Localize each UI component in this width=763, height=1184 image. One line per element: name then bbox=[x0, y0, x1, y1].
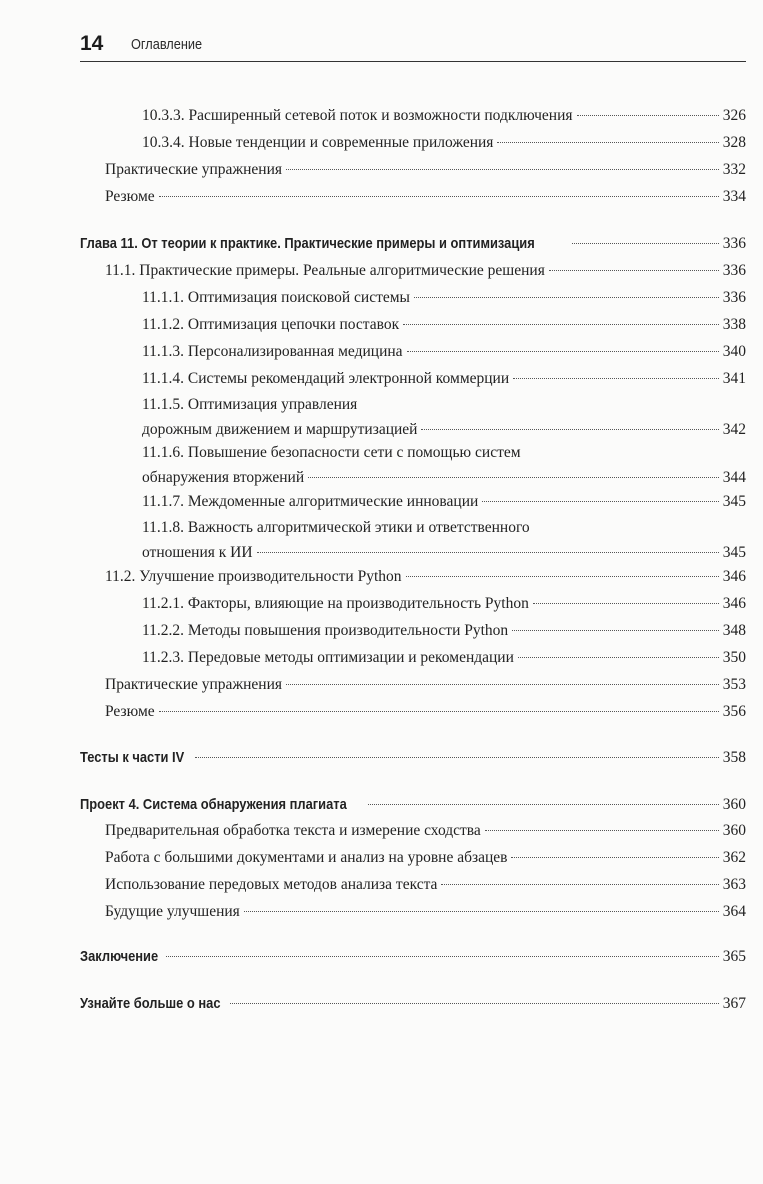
toc-page-number: 353 bbox=[722, 676, 746, 693]
toc-entry-title: обнаружения вторжений bbox=[142, 469, 305, 486]
toc-entry bbox=[105, 818, 746, 844]
dot-leader bbox=[421, 429, 718, 430]
toc-page-number: 340 bbox=[722, 343, 746, 360]
dot-leader bbox=[244, 911, 719, 912]
toc-entry bbox=[105, 672, 746, 698]
dot-leader bbox=[166, 956, 719, 957]
dot-leader bbox=[414, 297, 719, 298]
toc-entry-title: 11.1.3. Персонализированная медицина bbox=[142, 343, 403, 360]
toc-page-number: 336 bbox=[722, 262, 746, 279]
toc-entry-title: Заключение bbox=[80, 948, 159, 965]
toc-page-number: 364 bbox=[722, 903, 746, 920]
dot-leader bbox=[533, 603, 719, 604]
toc-entry-title: Тесты к части IV bbox=[80, 749, 185, 766]
toc-entry bbox=[105, 157, 746, 183]
toc-page-number: 350 bbox=[722, 649, 746, 666]
toc-entry bbox=[105, 845, 746, 871]
toc-entry-title: Глава 11. От теории к практике. Практические примеры и оптимизация bbox=[80, 235, 535, 252]
toc-entry-title: 10.3.3. Расширенный сетевой поток и возможности подключения bbox=[142, 107, 573, 124]
toc-entry-title-first-line: 11.1.8. Важность алгоритмической этики и ответственного bbox=[142, 519, 530, 536]
toc-page-number: 346 bbox=[722, 568, 746, 585]
dot-leader bbox=[159, 196, 719, 197]
toc-chapter-entry bbox=[80, 792, 746, 818]
toc-chapter-entry bbox=[80, 231, 746, 257]
dot-leader bbox=[407, 351, 719, 352]
dot-leader bbox=[511, 857, 718, 858]
toc-page-number: 328 bbox=[722, 134, 746, 151]
toc-entry-title: 10.3.4. Новые тенденции и современные приложения bbox=[142, 134, 494, 151]
toc-entry-title-first-line: 11.1.5. Оптимизация управления bbox=[142, 396, 358, 413]
toc-entry bbox=[142, 393, 746, 443]
toc-entry-title: Предварительная обработка текста и измерение сходства bbox=[105, 822, 481, 839]
toc-entry-title: Использование передовых методов анализа текста bbox=[105, 876, 438, 893]
dot-leader bbox=[577, 115, 719, 116]
toc-entry-title: Резюме bbox=[105, 188, 155, 205]
toc-entry bbox=[142, 441, 746, 491]
dot-leader bbox=[497, 142, 718, 143]
dot-leader bbox=[368, 804, 719, 805]
dot-leader bbox=[518, 657, 719, 658]
toc-entry bbox=[105, 184, 746, 210]
toc-page-number: 332 bbox=[722, 161, 746, 178]
dot-leader bbox=[159, 711, 719, 712]
toc-entry-title: 11.2. Улучшение производительности Python bbox=[105, 568, 402, 585]
toc-entry bbox=[142, 103, 746, 129]
toc-page-number: 345 bbox=[722, 493, 746, 510]
toc-page-number: 336 bbox=[722, 289, 746, 306]
toc-chapter-entry bbox=[80, 991, 746, 1017]
toc-entry-title: 11.1.2. Оптимизация цепочки поставок bbox=[142, 316, 400, 333]
toc-page-number: 360 bbox=[722, 822, 746, 839]
toc-entry-title: 11.1.1. Оптимизация поисковой системы bbox=[142, 289, 410, 306]
toc-entry bbox=[105, 899, 746, 925]
dot-leader bbox=[257, 552, 719, 553]
toc-entry-title: 11.1.4. Системы рекомендаций электронной коммерции bbox=[142, 370, 510, 387]
toc-entry-title: Узнайте больше о нас bbox=[80, 995, 221, 1012]
toc-entry bbox=[142, 618, 746, 644]
running-title: Оглавление bbox=[131, 36, 203, 53]
toc-entry bbox=[142, 130, 746, 156]
dot-leader bbox=[230, 1003, 719, 1004]
toc-page-number: 358 bbox=[722, 749, 746, 766]
dot-leader bbox=[406, 576, 719, 577]
toc-page-number: 362 bbox=[722, 849, 746, 866]
toc-entry-title: Работа с большими документами и анализ на уровне абзацев bbox=[105, 849, 508, 866]
toc-page-number: 338 bbox=[722, 316, 746, 333]
toc-entry bbox=[142, 312, 746, 338]
toc-page-number: 363 bbox=[722, 876, 746, 893]
toc-page-number: 336 bbox=[722, 235, 746, 252]
dot-leader bbox=[482, 501, 718, 502]
toc-entry-title: Практические упражнения bbox=[105, 676, 283, 693]
dot-leader bbox=[403, 324, 719, 325]
toc-entry-title: Практические упражнения bbox=[105, 161, 283, 178]
toc-chapter-entry bbox=[80, 745, 746, 771]
dot-leader bbox=[512, 630, 719, 631]
toc-page-number: 346 bbox=[722, 595, 746, 612]
toc-entry bbox=[142, 516, 746, 566]
page-number: 14 bbox=[80, 32, 104, 55]
dot-leader bbox=[441, 884, 718, 885]
toc-page-number: 341 bbox=[722, 370, 746, 387]
toc-entry bbox=[142, 285, 746, 311]
toc-page-number: 334 bbox=[722, 188, 746, 205]
toc-entry bbox=[105, 699, 746, 725]
toc-page-number: 326 bbox=[722, 107, 746, 124]
toc-entry bbox=[142, 489, 746, 515]
toc-entry-title: 11.2.3. Передовые методы оптимизации и рекомендации bbox=[142, 649, 514, 666]
toc-entry-title: Проект 4. Система обнаружения плагиата bbox=[80, 796, 347, 813]
toc-page-number: 348 bbox=[722, 622, 746, 639]
toc-entry-title-first-line: 11.1.6. Повышение безопасности сети с помощью систем bbox=[142, 444, 521, 461]
toc-entry-title: отношения к ИИ bbox=[142, 544, 253, 561]
toc-page-number: 356 bbox=[722, 703, 746, 720]
toc-entry-title: 11.2.2. Методы повышения производительности Python bbox=[142, 622, 509, 639]
dot-leader bbox=[286, 169, 719, 170]
toc-page-number: 367 bbox=[722, 995, 746, 1012]
toc-chapter-entry bbox=[80, 944, 746, 970]
toc-page-number: 345 bbox=[722, 544, 746, 561]
dot-leader bbox=[195, 757, 719, 758]
toc-page-number: 365 bbox=[722, 948, 746, 965]
toc-entry-title: Будущие улучшения bbox=[105, 903, 240, 920]
toc-entry-title: 11.1.7. Междоменные алгоритмические инновации bbox=[142, 493, 479, 510]
dot-leader bbox=[513, 378, 719, 379]
toc-entry-title: дорожным движением и маршрутизацией bbox=[142, 421, 418, 438]
dot-leader bbox=[485, 830, 719, 831]
dot-leader bbox=[549, 270, 719, 271]
toc-entry bbox=[142, 339, 746, 365]
toc-entry bbox=[142, 366, 746, 392]
toc-entry-title: 11.2.1. Факторы, влияющие на производительность Python bbox=[142, 595, 529, 612]
toc-entry bbox=[105, 258, 746, 284]
toc-entry bbox=[105, 872, 746, 898]
toc-page-number: 344 bbox=[722, 469, 746, 486]
dot-leader bbox=[286, 684, 719, 685]
toc-entry bbox=[105, 564, 746, 590]
dot-leader bbox=[308, 477, 719, 478]
toc-entry-title: 11.1. Практические примеры. Реальные алгоритмические решения bbox=[105, 262, 545, 279]
toc-entry-title: Резюме bbox=[105, 703, 155, 720]
toc-page-number: 360 bbox=[722, 796, 746, 813]
dot-leader bbox=[572, 243, 719, 244]
toc-entry bbox=[142, 591, 746, 617]
toc-page-number: 342 bbox=[722, 421, 746, 438]
toc-entry bbox=[142, 645, 746, 671]
